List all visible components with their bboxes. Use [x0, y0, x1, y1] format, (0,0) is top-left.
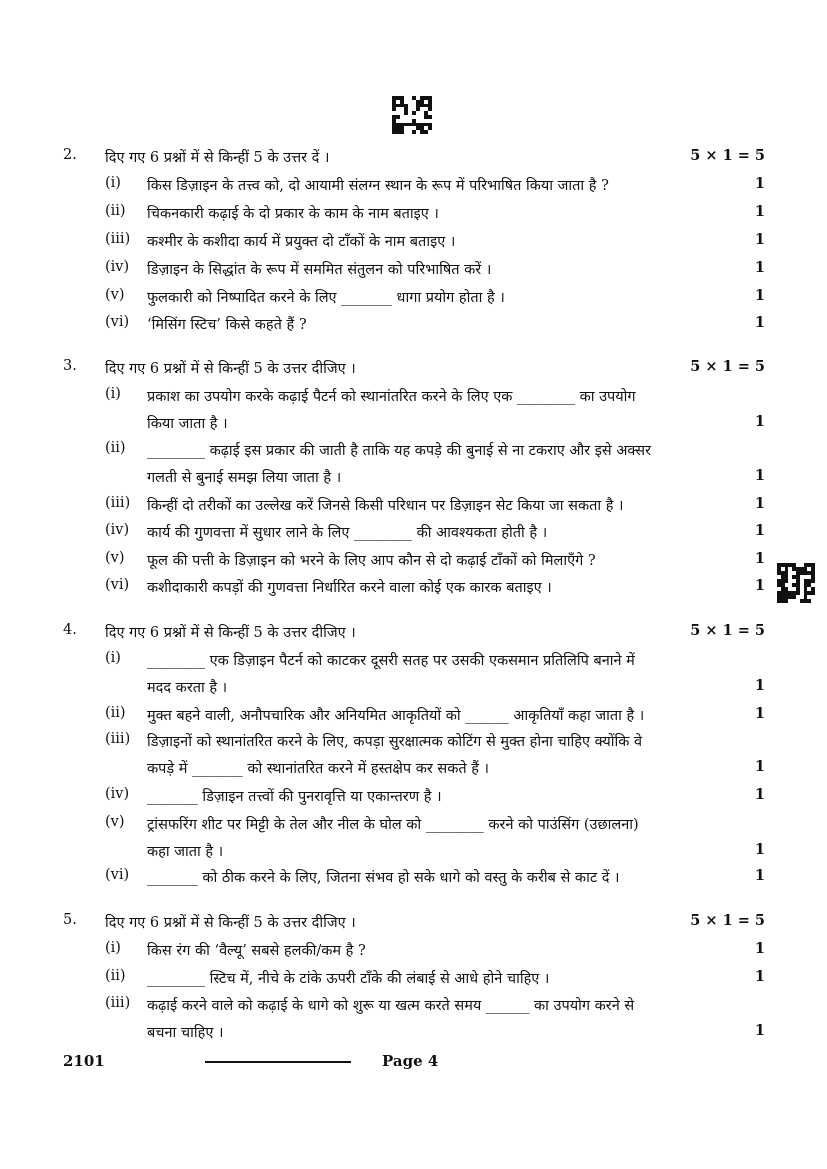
question-number: 2.	[63, 147, 77, 163]
sub-question-number: (ii)	[105, 440, 126, 456]
sub-question-mark: 1	[754, 577, 765, 594]
sub-question-text: चिकनकारी कढ़ाई के दो प्रकार के काम के नाम बताइए ।	[147, 206, 439, 222]
paper-code: 2101	[63, 1052, 105, 1070]
question-number: 3.	[63, 358, 77, 374]
sub-question-mark: 1	[754, 705, 765, 722]
sub-question-text: कशीदाकारी कपड़ों की गुणवत्ता निर्धारित करने वाला कोई एक कारक बताइए ।	[147, 580, 552, 596]
sub-question-text: कढ़ाई करने वाले को कढ़ाई के धागे को शुरू या खत्म करते समय ______ का उपयोग करने से	[147, 998, 635, 1014]
sub-question-text: _______ को ठीक करने के लिए, जितना संभव हो सके धागे को वस्तु के करीब से काट दें ।	[147, 870, 620, 886]
sub-question-mark: 1	[754, 841, 765, 858]
question-number: 4.	[63, 622, 77, 638]
sub-question-text: कहा जाता है ।	[147, 844, 224, 860]
sub-question-mark: 1	[754, 786, 765, 803]
sub-question-text: किन्हीं दो तरीकों का उल्लेख करें जिनसे किसी परिधान पर डिज़ाइन सेट किया जा सकता है ।	[147, 498, 624, 514]
sub-question-text: गलती से बुनाई समझ लिया जाता है ।	[147, 470, 342, 486]
sub-question-number: (iii)	[105, 995, 131, 1011]
question-instruction: दिए गए 6 प्रश्नों में से किन्हीं 5 के उत्तर दीजिए ।	[105, 625, 356, 641]
sub-question-mark: 1	[754, 203, 765, 220]
sub-question-number: (v)	[105, 814, 125, 830]
sub-question-text: मदद करता है ।	[147, 680, 228, 696]
sub-question-number: (iv)	[105, 786, 130, 802]
sub-question-text: बचना चाहिए ।	[147, 1025, 224, 1041]
question-marks: 5 × 1 = 5	[690, 622, 765, 639]
sub-question-number: (iii)	[105, 495, 131, 511]
sub-question-number: (ii)	[105, 203, 126, 219]
sub-question-text: प्रकाश का उपयोग करके कढ़ाई पैटर्न को स्थानांतरित करने के लिए एक ________ का उपयोग	[147, 389, 636, 405]
sub-question-mark: 1	[754, 287, 765, 304]
sub-question-number: (i)	[105, 175, 121, 191]
sub-question-text: _______ डिज़ाइन तत्त्वों की पुनरावृत्ति या एकान्तरण है ।	[147, 789, 442, 805]
sub-question-mark: 1	[754, 758, 765, 775]
sub-question-text: फुलकारी को निष्पादित करने के लिए _______ धागा प्रयोग होता है ।	[147, 290, 505, 306]
sub-question-mark: 1	[754, 314, 765, 331]
sub-question-text: डिज़ाइनों को स्थानांतरित करने के लिए, कपड़ा सुरक्षात्मक कोटिंग से मुक्त होना चाहिए क्योंकि वे	[147, 734, 643, 750]
sub-question-mark: 1	[754, 1022, 765, 1039]
sub-question-mark: 1	[754, 495, 765, 512]
sub-question-mark: 1	[754, 940, 765, 957]
question-number: 5.	[63, 912, 77, 928]
sub-question-mark: 1	[754, 175, 765, 192]
qr-code-side	[777, 563, 815, 603]
sub-question-text: ________ कढ़ाई इस प्रकार की जाती है ताकि यह कपड़े की बुनाई से ना टकराए और इसे अक्सर	[147, 443, 651, 459]
sub-question-number: (v)	[105, 287, 125, 303]
sub-question-number: (i)	[105, 386, 121, 402]
sub-question-text: ________ एक डिज़ाइन पैटर्न को काटकर दूसरी सतह पर उसकी एकसमान प्रतिलिपि बनाने में	[147, 653, 635, 669]
question-instruction: दिए गए 6 प्रश्नों में से किन्हीं 5 के उत्तर दें ।	[105, 150, 330, 166]
sub-question-mark: 1	[754, 867, 765, 884]
sub-question-mark: 1	[754, 677, 765, 694]
sub-question-text: ट्रांसफरिंग शीट पर मिट्टी के तेल और नील के घोल को ________ करने को पाउंसिंग (उछालना)	[147, 817, 639, 833]
footer-rule	[205, 1061, 351, 1063]
sub-question-mark: 1	[754, 522, 765, 539]
sub-question-number: (ii)	[105, 968, 126, 984]
qr-code-top	[392, 96, 432, 134]
sub-question-text: ‘मिसिंग स्टिच’ किसे कहते हैं ?	[147, 317, 307, 333]
sub-question-mark: 1	[754, 413, 765, 430]
sub-question-number: (iv)	[105, 259, 130, 275]
question-marks: 5 × 1 = 5	[690, 358, 765, 375]
sub-question-mark: 1	[754, 968, 765, 985]
sub-question-number: (i)	[105, 940, 121, 956]
question-header	[63, 147, 765, 167]
sub-question-number: (v)	[105, 550, 125, 566]
sub-question-text: किस डिज़ाइन के तत्त्व को, दो आयामी संलग्न स्थान के रूप में परिभाषित किया जाता है ?	[147, 178, 609, 194]
sub-question-number: (vi)	[105, 577, 130, 593]
sub-question-text: कपड़े में _______ को स्थानांतरित करने में हस्तक्षेप कर सकते हैं ।	[147, 761, 490, 777]
sub-question-mark: 1	[754, 550, 765, 567]
sub-question-number: (vi)	[105, 867, 130, 883]
sub-question-number: (vi)	[105, 314, 130, 330]
sub-question-number: (iii)	[105, 731, 131, 747]
sub-question-mark: 1	[754, 467, 765, 484]
sub-question-mark: 1	[754, 259, 765, 276]
sub-question-text: ________ स्टिच में, नीचे के टांके ऊपरी टाँके की लंबाई से आधे होने चाहिए ।	[147, 971, 550, 987]
sub-question-number: (i)	[105, 650, 121, 666]
sub-question-number: (ii)	[105, 705, 126, 721]
sub-question-number: (iv)	[105, 522, 130, 538]
question-header	[63, 358, 765, 378]
sub-question-text: फूल की पत्ती के डिज़ाइन को भरने के लिए आप कौन से दो कढ़ाई टाँकों को मिलाएँगे ?	[147, 553, 596, 569]
question-instruction: दिए गए 6 प्रश्नों में से किन्हीं 5 के उत्तर दीजिए ।	[105, 361, 356, 377]
question-marks: 5 × 1 = 5	[690, 147, 765, 164]
question-instruction: दिए गए 6 प्रश्नों में से किन्हीं 5 के उत्तर दीजिए ।	[105, 915, 356, 931]
question-header	[63, 912, 765, 932]
sub-question-text: मुक्त बहने वाली, अनौपचारिक और अनियमित आकृतियों को ______ आकृतियाँ कहा जाता है ।	[147, 708, 645, 724]
sub-question-text: किया जाता है ।	[147, 416, 228, 432]
question-header	[63, 622, 765, 642]
sub-question-number: (iii)	[105, 231, 131, 247]
sub-question-text: किस रंग की ‘वैल्यू’ सबसे हलकी/कम है ?	[147, 943, 366, 959]
sub-question-mark: 1	[754, 231, 765, 248]
question-marks: 5 × 1 = 5	[690, 912, 765, 929]
sub-question-text: डिज़ाइन के सिद्धांत के रूप में सममित संतुलन को परिभाषित करें ।	[147, 262, 492, 278]
sub-question-text: कार्य की गुणवत्ता में सुधार लाने के लिए ________ की आवश्यकता होती है ।	[147, 525, 548, 541]
page-number: Page 4	[382, 1052, 439, 1070]
sub-question-text: कश्मीर के कशीदा कार्य में प्रयुक्त दो टाँकों के नाम बताइए ।	[147, 234, 456, 250]
